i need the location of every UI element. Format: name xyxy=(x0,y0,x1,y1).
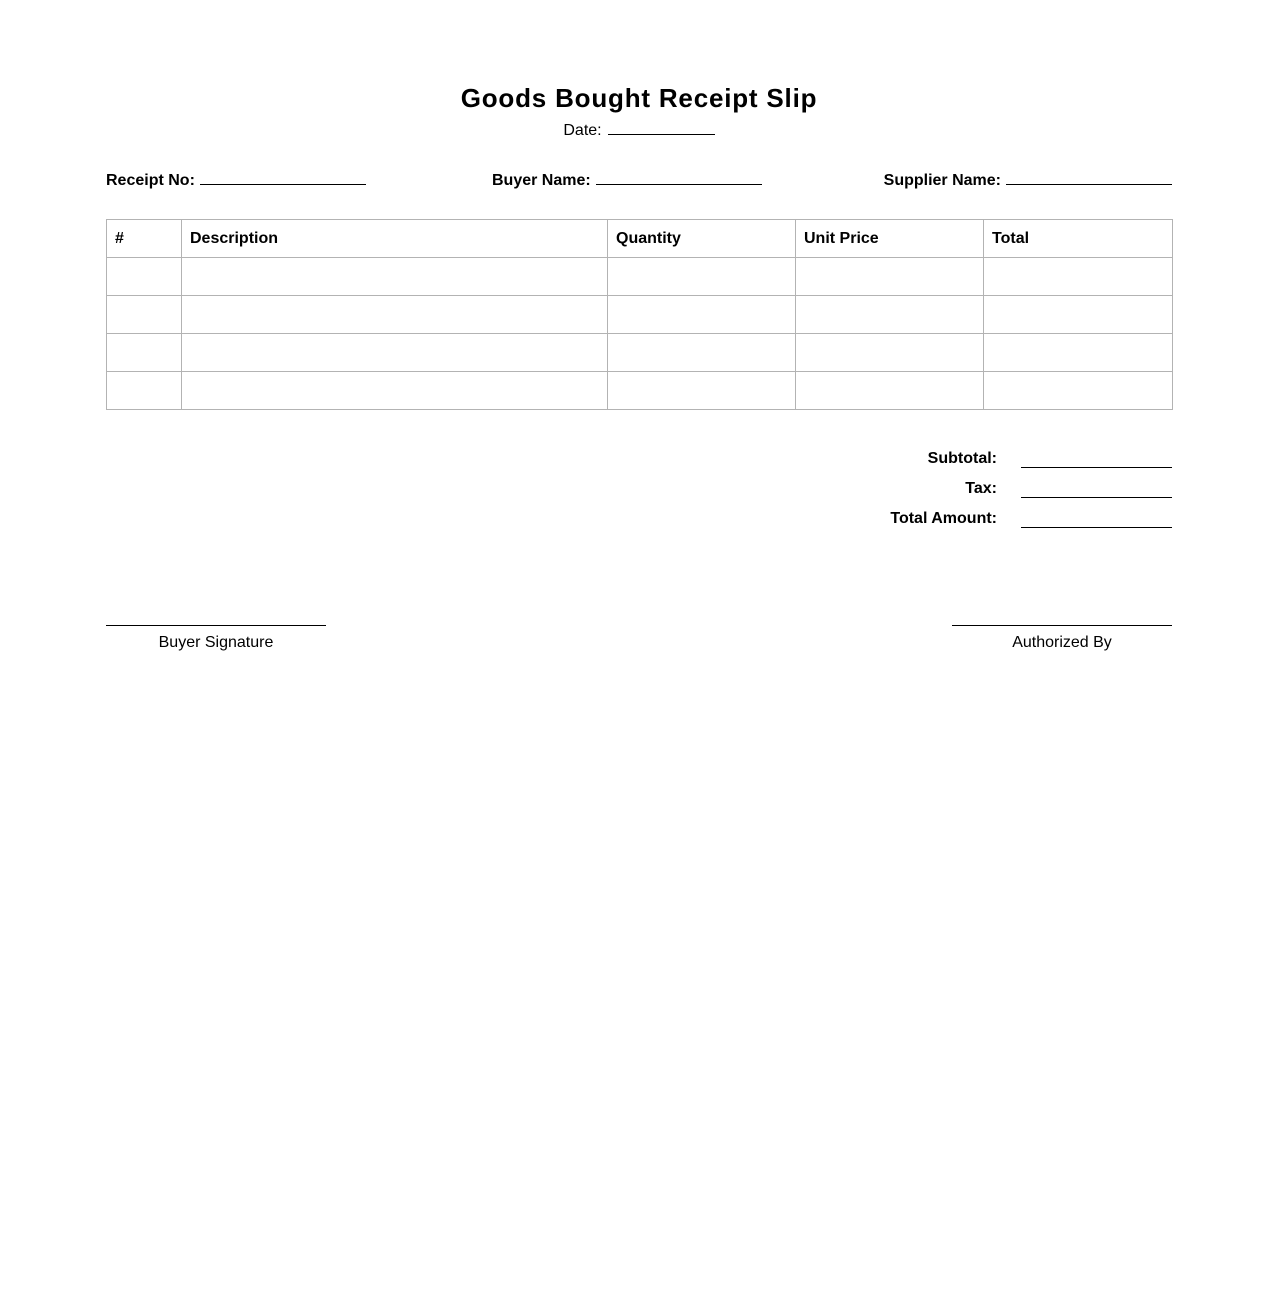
table-header-row xyxy=(107,220,1173,258)
description-cell[interactable] xyxy=(182,334,608,372)
table-row xyxy=(107,296,1173,334)
buyer-signature-label: Buyer Signature xyxy=(158,634,274,651)
quantity-cell[interactable] xyxy=(608,334,796,372)
subtotal-label: Subtotal: xyxy=(927,450,997,467)
buyer-name-field[interactable] xyxy=(596,170,762,185)
items-table xyxy=(106,219,1173,410)
description-cell[interactable] xyxy=(182,372,608,410)
date-label: Date: xyxy=(563,122,602,139)
column-header-unit-price: Unit Price xyxy=(796,220,984,258)
total-amount-line xyxy=(872,508,1172,538)
column-header-quantity: Quantity xyxy=(608,220,796,258)
unit-price-cell[interactable] xyxy=(796,296,984,334)
table-row xyxy=(107,258,1173,296)
authorized-by-block xyxy=(952,625,1172,653)
number-cell[interactable] xyxy=(107,258,182,296)
column-header-description: Description xyxy=(182,220,608,258)
subtotal-field[interactable] xyxy=(1021,467,1172,468)
total-cell[interactable] xyxy=(984,372,1173,410)
column-header-total: Total xyxy=(984,220,1173,258)
supplier-name-label: Supplier Name: xyxy=(883,172,1001,189)
authorized-by-label: Authorized By xyxy=(1012,634,1112,651)
total-cell[interactable] xyxy=(984,334,1173,372)
table-row xyxy=(107,372,1173,410)
date-row xyxy=(106,120,1172,141)
tax-line xyxy=(872,478,1172,508)
date-field[interactable] xyxy=(608,120,715,135)
description-cell[interactable] xyxy=(182,296,608,334)
unit-price-cell[interactable] xyxy=(796,258,984,296)
supplier-name-field[interactable] xyxy=(1006,170,1172,185)
tax-field[interactable] xyxy=(1021,497,1172,498)
quantity-cell[interactable] xyxy=(608,372,796,410)
info-row xyxy=(106,170,1172,190)
number-cell[interactable] xyxy=(107,296,182,334)
buyer-name-label: Buyer Name: xyxy=(492,172,591,189)
tax-label: Tax: xyxy=(965,480,997,497)
total-amount-field[interactable] xyxy=(1021,527,1172,528)
buyer-signature-line[interactable] xyxy=(106,625,326,626)
buyer-signature-block xyxy=(106,625,326,653)
document-title: Goods Bought Receipt Slip xyxy=(460,83,818,113)
description-cell[interactable] xyxy=(182,258,608,296)
authorized-by-line[interactable] xyxy=(952,625,1172,626)
totals-section xyxy=(872,448,1172,538)
receipt-no-label: Receipt No: xyxy=(106,172,195,189)
column-header-number: # xyxy=(107,220,182,258)
unit-price-cell[interactable] xyxy=(796,334,984,372)
number-cell[interactable] xyxy=(107,334,182,372)
buyer-name-field-group xyxy=(492,170,762,191)
quantity-cell[interactable] xyxy=(608,258,796,296)
unit-price-cell[interactable] xyxy=(796,372,984,410)
table-row xyxy=(107,334,1173,372)
quantity-cell[interactable] xyxy=(608,296,796,334)
total-cell[interactable] xyxy=(984,258,1173,296)
total-amount-label: Total Amount: xyxy=(890,510,997,527)
receipt-no-field[interactable] xyxy=(200,170,366,185)
subtotal-line xyxy=(872,448,1172,478)
number-cell[interactable] xyxy=(107,372,182,410)
total-cell[interactable] xyxy=(984,296,1173,334)
supplier-name-field-group xyxy=(884,170,1172,191)
receipt-no-field-group xyxy=(106,170,366,191)
